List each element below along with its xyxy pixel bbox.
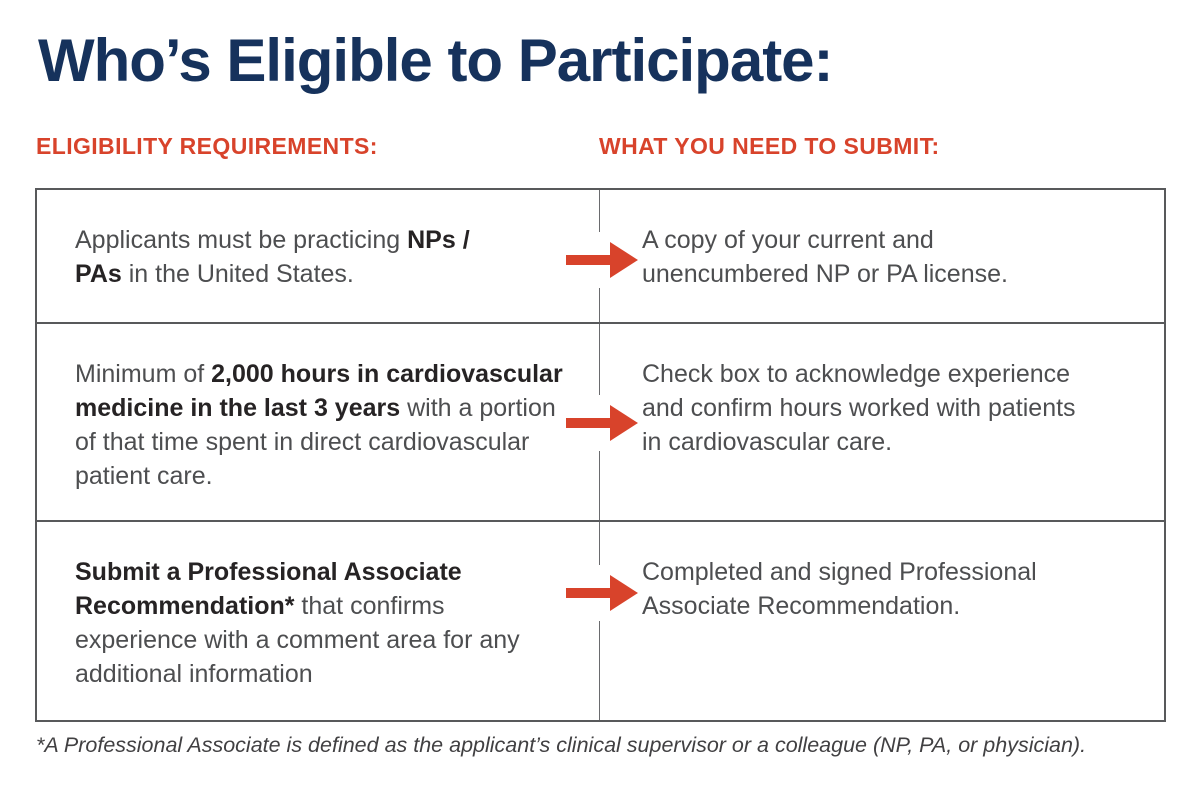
requirement-text: Applicants must be practicing NPs / PAs in the United States. [75, 226, 470, 288]
requirement-cell [37, 522, 600, 720]
column-headers [36, 133, 1200, 160]
footnote: *A Professional Associate is defined as the applicant’s clinical supervisor or a colleague (NP, PA, or physician). [36, 733, 1087, 757]
requirement-text: Minimum of 2,000 hours in cardiovascular medicine in the last 3 years with a portion of that time spent in direct cardiovascular patient care. [75, 360, 563, 490]
column-header-eligibility-requirements: ELIGIBILITY REQUIREMENTS: [36, 133, 378, 159]
submit-text: Check box to acknowledge experience and confirm hours worked with patients in cardiovascular care. [642, 360, 1076, 456]
requirement-cell [37, 324, 600, 520]
column-header-what-to-submit: WHAT YOU NEED TO SUBMIT: [599, 133, 940, 159]
submit-text: A copy of your current and unencumbered NP or PA license. [642, 226, 1008, 288]
requirement-cell [37, 190, 600, 322]
arrow-right-icon [563, 395, 641, 451]
requirement-text: Submit a Professional Associate Recommendation* that confirms experience with a comment area for any additional information [75, 558, 520, 688]
submit-text: Completed and signed Professional Associate Recommendation. [642, 558, 1037, 620]
submit-cell [600, 324, 1164, 520]
submit-cell [600, 190, 1164, 322]
eligibility-table [35, 188, 1166, 722]
arrow-right-icon [563, 232, 641, 288]
arrow-right-icon [563, 565, 641, 621]
page-title: Who’s Eligible to Participate: [38, 27, 833, 94]
submit-cell [600, 522, 1164, 720]
